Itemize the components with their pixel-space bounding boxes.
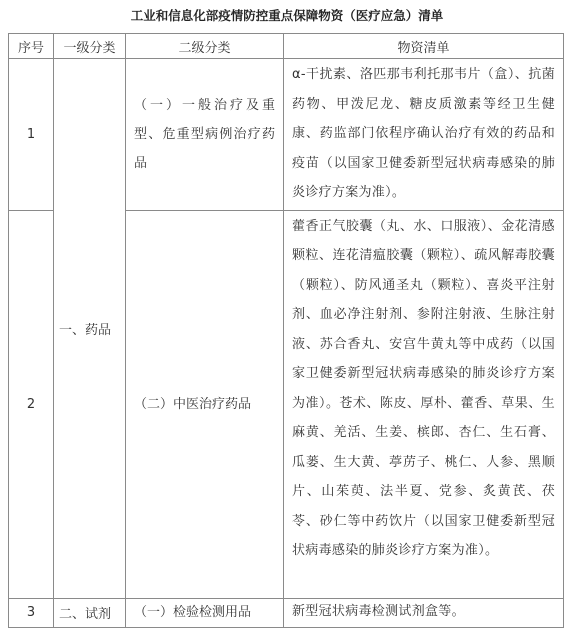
header-level1: 一级分类 (54, 34, 126, 59)
items-text: α-干扰素、洛匹那韦利托那韦片（盒）、抗菌药物、甲泼尼龙、糖皮质激素等经卫生健康、药监部门依程序确认治疗有效的药品和疫苗（以国家卫健委新型冠状病毒感染的肺炎诊疗方案为准）。 (292, 67, 555, 200)
level2-category-text: （一）一般治疗及重型、危重型病例治疗药品 (134, 97, 275, 171)
header-no: 序号 (9, 34, 54, 59)
items-text: 新型冠状病毒检测试剂盒等。 (292, 603, 465, 619)
items-cell (284, 210, 564, 598)
table-row (9, 598, 564, 627)
items-cell (284, 59, 564, 211)
row-number: 2 (9, 210, 54, 598)
document-title: 工业和信息化部疫情防控重点保障物资（医疗应急）清单 (130, 8, 444, 23)
row-number: 3 (9, 598, 54, 627)
level2-category-text: （一）检验检测用品 (134, 604, 252, 620)
items-text: 藿香正气胶囊（丸、水、口服液）、金花清感颗粒、连花清瘟胶囊（颗粒）、疏风解毒胶囊（颗粒）、防风通圣丸（颗粒）、喜炎平注射剂、血必净注射剂、参附注射液、生脉注射液、苏合香丸、安宫牛黄丸等中成药（以国家卫健委新型冠状病毒感染的肺炎诊疗方案为准）。苍术、陈皮、厚朴、藿香、草果、生麻黄、羌活、生姜、槟郎、杏仁、生石膏、瓜蒌、生大黄、葶苈子、桃仁、人参、黑顺片、山茱萸、法半夏、党参、炙黄芪、茯苓、砂仁等中药饮片（以国家卫健委新型冠状病毒感染的肺炎诊疗方案为准）。 (292, 218, 555, 558)
level2-category (126, 59, 284, 211)
level1-category-drugs: 一、药品 (54, 59, 126, 599)
table-header-row (9, 34, 564, 59)
materials-table (8, 33, 564, 628)
items-cell (284, 598, 564, 627)
level2-category (126, 598, 284, 627)
level2-category (126, 210, 284, 598)
table-row (9, 59, 564, 211)
header-items: 物资清单 (284, 34, 564, 59)
row-number: 1 (9, 59, 54, 211)
level2-category-text: （二）中医治疗药品 (134, 396, 252, 412)
level1-category: 二、试剂 (54, 598, 126, 627)
header-level2: 二级分类 (126, 34, 284, 59)
